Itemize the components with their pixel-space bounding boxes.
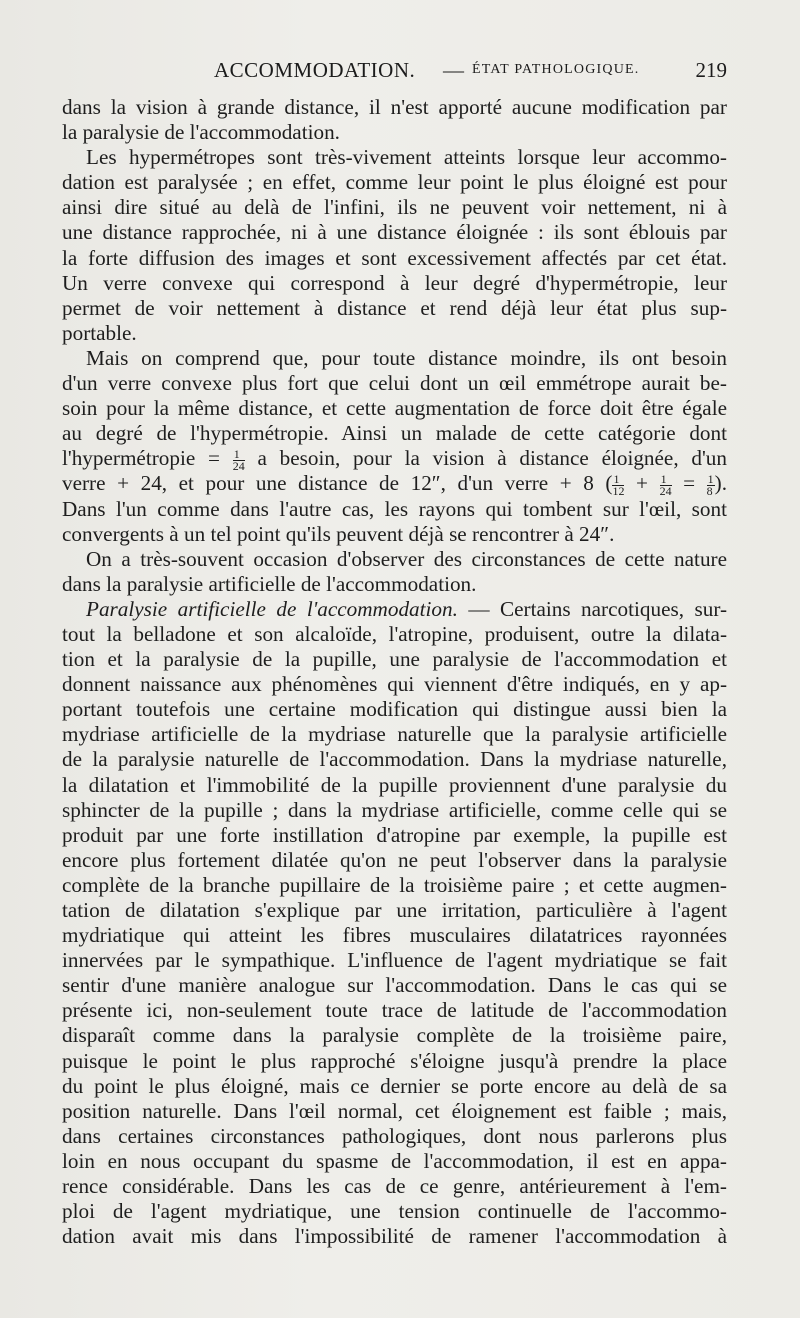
text-line: sphincter de la pupille ; dans la mydriase artificielle, comme celle qui se xyxy=(62,797,727,822)
text-line-fraction xyxy=(62,471,728,499)
fraction xyxy=(707,474,715,497)
line-segment: — Certains narcotiques, sur- xyxy=(457,596,728,621)
text-line: position naturelle. Dans l'œil normal, cet éloignement est faible ; mais, xyxy=(62,1098,727,1123)
text-line: soin pour la même distance, et cette augmentation de force doit être égale xyxy=(62,396,727,421)
text-line: présente ici, non-seulement toute trace de latitude de l'accommodation xyxy=(62,998,727,1023)
text-line: de la paralysie naturelle de l'accommodation. Dans la mydriase naturelle, xyxy=(62,747,727,772)
text-line: d'un verre convexe plus fort que celui dont un œil emmétrope aurait be- xyxy=(62,371,727,396)
text-line: encore plus fortement dilatée qu'on ne peut l'observer dans la paralysie xyxy=(62,847,727,872)
fraction-denominator: 12 xyxy=(612,484,625,499)
line-segment: ). xyxy=(714,471,728,496)
line-segment: a besoin, pour la vision à distance éloignée, d'un xyxy=(244,446,727,471)
page-number: 219 xyxy=(695,58,727,82)
text-line-fraction xyxy=(62,446,727,471)
text-line: portable. xyxy=(62,320,137,345)
fraction-numerator: 1 xyxy=(660,474,672,486)
header-title: ACCOMMODATION. xyxy=(214,58,416,82)
text-line: la forte diffusion des images et sont excessivement affectés par cet état. xyxy=(62,245,727,270)
text-line-section-start xyxy=(62,597,727,622)
text-line: loin en nous occupant du spasme de l'accommodation, il est en appa- xyxy=(62,1148,727,1173)
text-line: dation est paralysée ; en effet, comme leur point le plus éloigné est pour xyxy=(62,170,727,195)
text-line: puisque le point le plus rapproché s'éloigne jusqu'à prendre la place xyxy=(62,1048,727,1073)
fraction-numerator: 1 xyxy=(233,449,245,461)
text-line: sentir d'une manière analogue sur l'accommodation. Dans le cas qui se xyxy=(62,973,727,998)
fraction-denominator: 24 xyxy=(232,458,245,473)
fraction-numerator: 1 xyxy=(707,472,714,487)
line-segment: = xyxy=(671,471,707,496)
text-line: permet de voir nettement à distance et rend déjà leur état plus sup- xyxy=(62,295,727,320)
line-segment: l'hypermétropie = xyxy=(62,446,233,471)
fraction xyxy=(660,474,672,497)
fraction-denominator: 8 xyxy=(706,484,713,499)
text-line: disparaît comme dans la paralysie complète de la troisième paire, xyxy=(62,1023,727,1048)
text-line: une distance rapprochée, ni à une distance éloignée : ils sont éblouis par xyxy=(62,220,727,245)
text-line: portant toutefois une certaine modification qui distingue aussi bien la xyxy=(62,697,727,722)
text-line: la paralysie de l'accommodation. xyxy=(62,120,340,145)
text-line: On a très-souvent occasion d'observer des circonstances de cette nature xyxy=(86,546,727,571)
text-line: mydriase artificielle de la mydriase naturelle que la paralysie artificielle xyxy=(62,722,727,747)
fraction-numerator: 1 xyxy=(612,474,624,486)
text-line: au degré de l'hypermétropie. Ainsi un malade de cette catégorie dont xyxy=(62,421,727,446)
text-line: rence considérable. Dans les cas de ce genre, antérieurement à l'em- xyxy=(62,1174,727,1199)
text-line: Dans l'un comme dans l'autre cas, les rayons qui tombent sur l'œil, sont xyxy=(62,496,727,521)
text-line: produit par une forte instillation d'atropine par exemple, la pupille est xyxy=(62,822,727,847)
text-line: dans certaines circonstances pathologiques, dont nous parlerons plus xyxy=(62,1123,727,1148)
text-line: Un verre convexe qui correspond à leur degré d'hypermétropie, leur xyxy=(62,270,727,295)
text-line: ploi de l'agent mydriatique, une tension continuelle de l'accommo- xyxy=(62,1199,727,1224)
text-line: innervées par le sympathique. L'influence de l'agent mydriatique se fait xyxy=(62,948,727,973)
text-line: tation de dilatation s'explique par une irritation, particulière à l'agent xyxy=(62,898,727,922)
text-line: ainsi dire situé au delà de l'infini, ils ne peuvent voir nettement, ni à xyxy=(62,195,727,220)
section-heading-italic: Paralysie artificielle de l'accommodation. xyxy=(86,596,458,621)
text-line: tion et la paralysie de la pupille, une paralysie de l'accommodation et xyxy=(62,647,727,672)
fraction xyxy=(232,446,245,473)
header-dash: — xyxy=(443,58,464,82)
fraction xyxy=(612,474,624,497)
text-line: du point le plus éloigné, mais ce dernier se porte encore au delà de sa xyxy=(62,1073,727,1098)
text-line: Mais on comprend que, pour toute distance moindre, ils ont besoin xyxy=(86,345,727,370)
text-line: convergents à un tel point qu'ils peuvent déjà se rencontrer à 24″. xyxy=(62,521,615,546)
text-line: dans la vision à grande distance, il n'est apporté aucune modification par xyxy=(62,95,727,119)
text-line: dans la paralysie artificielle de l'accommodation. xyxy=(62,571,477,596)
header-subtitle: ÉTAT PATHOLOGIQUE. xyxy=(472,62,640,77)
text-line: tout la belladone et son alcaloïde, l'atropine, produisent, outre la dilata- xyxy=(62,621,727,646)
text-line: dation avait mis dans l'impossibilité de ramener l'accommodation à xyxy=(62,1224,727,1249)
body-text xyxy=(62,95,727,1249)
text-line: complète de la branche pupillaire de la troisième paire ; et cette augmen- xyxy=(62,872,727,897)
line-segment: verre + 24, et pour une distance de 12″, d'un verre + 8 ( xyxy=(62,471,613,496)
line-segment: + xyxy=(624,471,660,496)
running-header xyxy=(62,58,727,86)
text-line: donnent naissance aux phénomènes qui viennent d'être indiqués, en y ap- xyxy=(62,672,727,697)
text-line: la dilatation et l'immobilité de la pupille proviennent d'une paralysie du xyxy=(62,772,727,797)
fraction-denominator: 24 xyxy=(659,484,672,499)
text-line: mydriatique qui atteint les fibres musculaires dilatatrices rayonnées xyxy=(62,923,727,948)
text-line: Les hypermétropes sont très-vivement atteints lorsque leur accommo- xyxy=(86,145,727,170)
